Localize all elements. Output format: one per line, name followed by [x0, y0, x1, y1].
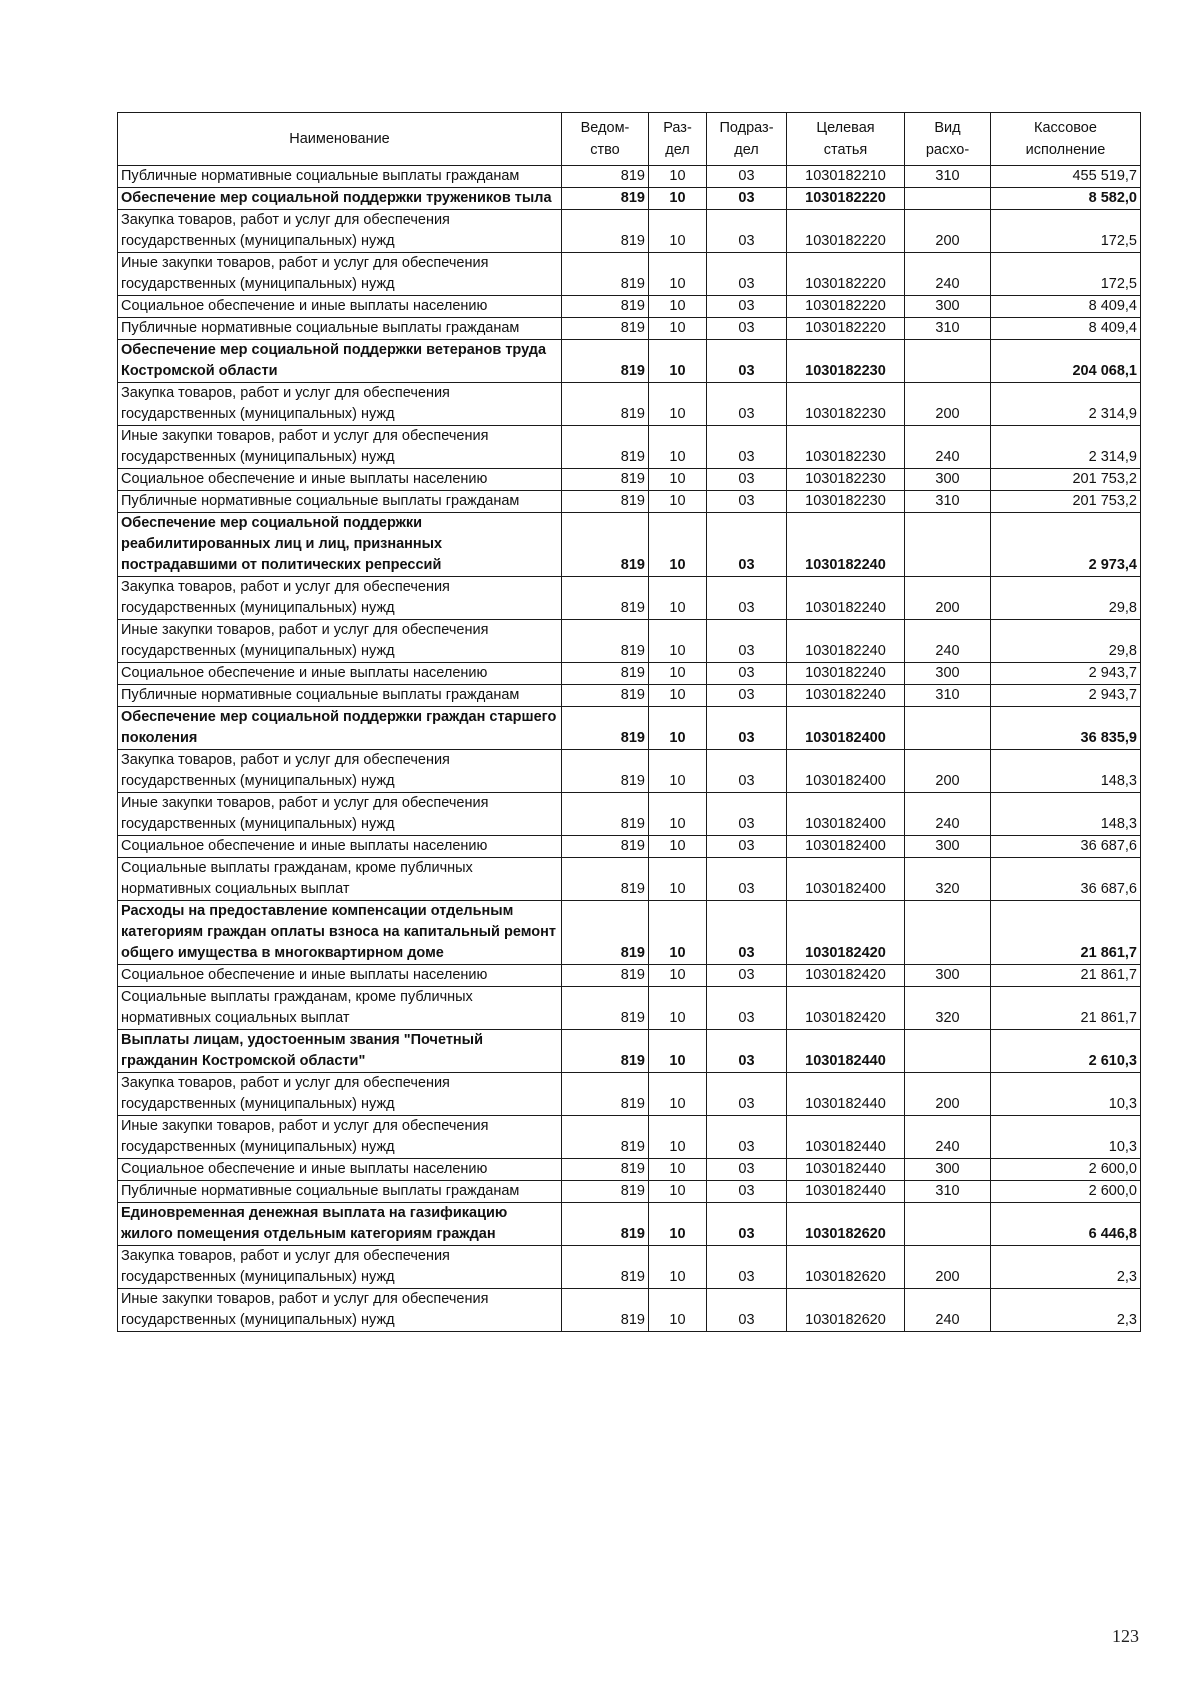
cell-name: Закупка товаров, работ и услуг для обеспечения государственных (муниципальных) нужд [118, 750, 562, 793]
cell-exp-type: 310 [905, 318, 991, 340]
cell-dept: 819 [562, 426, 649, 469]
header-dept [562, 113, 649, 166]
table-row [118, 750, 1141, 793]
cell-target: 1030182400 [787, 750, 905, 793]
cell-name: Публичные нормативные социальные выплаты гражданам [118, 1181, 562, 1203]
table-row [118, 901, 1141, 965]
cell-amount: 2 600,0 [991, 1181, 1141, 1203]
cell-exp-type: 240 [905, 620, 991, 663]
cell-amount: 8 409,4 [991, 318, 1141, 340]
cell-subsection: 03 [707, 620, 787, 663]
cell-name: Публичные нормативные социальные выплаты гражданам [118, 491, 562, 513]
cell-amount: 2 943,7 [991, 663, 1141, 685]
cell-section: 10 [649, 296, 707, 318]
cell-amount: 10,3 [991, 1073, 1141, 1116]
table-row [118, 1181, 1141, 1203]
header-name: Наименование [118, 113, 562, 166]
cell-target: 1030182440 [787, 1116, 905, 1159]
cell-amount: 2 610,3 [991, 1030, 1141, 1073]
cell-subsection: 03 [707, 1289, 787, 1332]
cell-target: 1030182420 [787, 965, 905, 987]
cell-section: 10 [649, 685, 707, 707]
cell-subsection: 03 [707, 793, 787, 836]
table-row [118, 426, 1141, 469]
cell-target: 1030182400 [787, 858, 905, 901]
cell-target: 1030182400 [787, 836, 905, 858]
cell-target: 1030182400 [787, 793, 905, 836]
cell-dept: 819 [562, 340, 649, 383]
cell-subsection: 03 [707, 426, 787, 469]
cell-section: 10 [649, 858, 707, 901]
cell-name: Закупка товаров, работ и услуг для обеспечения государственных (муниципальных) нужд [118, 577, 562, 620]
cell-exp-type: 320 [905, 858, 991, 901]
header-exp-type-line1: Вид [934, 120, 961, 136]
cell-target: 1030182230 [787, 426, 905, 469]
cell-section: 10 [649, 1159, 707, 1181]
cell-dept: 819 [562, 253, 649, 296]
header-dept-line2: ство [590, 142, 620, 158]
cell-amount: 2,3 [991, 1246, 1141, 1289]
cell-amount: 2 943,7 [991, 685, 1141, 707]
cell-target: 1030182420 [787, 987, 905, 1030]
cell-exp-type: 310 [905, 491, 991, 513]
cell-exp-type: 240 [905, 793, 991, 836]
cell-subsection: 03 [707, 1116, 787, 1159]
cell-dept: 819 [562, 707, 649, 750]
table-row [118, 1289, 1141, 1332]
cell-exp-type [905, 188, 991, 210]
table-row [118, 685, 1141, 707]
cell-exp-type [905, 1030, 991, 1073]
cell-exp-type [905, 707, 991, 750]
cell-dept: 819 [562, 836, 649, 858]
cell-subsection: 03 [707, 210, 787, 253]
cell-subsection: 03 [707, 987, 787, 1030]
cell-section: 10 [649, 1203, 707, 1246]
cell-target: 1030182620 [787, 1203, 905, 1246]
cell-dept: 819 [562, 491, 649, 513]
cell-dept: 819 [562, 1246, 649, 1289]
cell-name: Публичные нормативные социальные выплаты гражданам [118, 318, 562, 340]
cell-target: 1030182220 [787, 296, 905, 318]
cell-target: 1030182220 [787, 253, 905, 296]
cell-name: Закупка товаров, работ и услуг для обеспечения государственных (муниципальных) нужд [118, 1246, 562, 1289]
cell-exp-type [905, 1203, 991, 1246]
table-row [118, 987, 1141, 1030]
cell-dept: 819 [562, 383, 649, 426]
cell-name: Публичные нормативные социальные выплаты гражданам [118, 166, 562, 188]
cell-dept: 819 [562, 663, 649, 685]
cell-exp-type: 200 [905, 210, 991, 253]
cell-dept: 819 [562, 793, 649, 836]
cell-exp-type [905, 340, 991, 383]
cell-name: Обеспечение мер социальной поддержки реабилитированных лиц и лиц, признанных пострадавшими от политических репрессий [118, 513, 562, 577]
cell-name: Единовременная денежная выплата на газификацию жилого помещения отдельным категориям граждан [118, 1203, 562, 1246]
cell-section: 10 [649, 1030, 707, 1073]
table-row [118, 965, 1141, 987]
cell-dept: 819 [562, 188, 649, 210]
cell-subsection: 03 [707, 1181, 787, 1203]
cell-name: Социальное обеспечение и иные выплаты населению [118, 1159, 562, 1181]
header-section-line1: Раз- [663, 120, 692, 136]
cell-target: 1030182230 [787, 469, 905, 491]
table-row [118, 620, 1141, 663]
cell-amount: 2 314,9 [991, 383, 1141, 426]
cell-subsection: 03 [707, 965, 787, 987]
table-row [118, 1203, 1141, 1246]
page-number: 123 [1112, 1626, 1139, 1646]
header-section [649, 113, 707, 166]
cell-amount: 455 519,7 [991, 166, 1141, 188]
cell-section: 10 [649, 1289, 707, 1332]
table-row [118, 1159, 1141, 1181]
cell-amount: 29,8 [991, 620, 1141, 663]
cell-amount: 21 861,7 [991, 965, 1141, 987]
header-subsection-line2: дел [734, 142, 759, 158]
cell-name: Социальное обеспечение и иные выплаты населению [118, 469, 562, 491]
cell-section: 10 [649, 901, 707, 965]
table-row [118, 340, 1141, 383]
table-row [118, 513, 1141, 577]
cell-dept: 819 [562, 685, 649, 707]
cell-dept: 819 [562, 1073, 649, 1116]
cell-target: 1030182440 [787, 1030, 905, 1073]
table-row [118, 836, 1141, 858]
cell-amount: 36 835,9 [991, 707, 1141, 750]
cell-dept: 819 [562, 513, 649, 577]
cell-amount: 29,8 [991, 577, 1141, 620]
header-target-line1: Целевая [816, 120, 875, 136]
cell-section: 10 [649, 1181, 707, 1203]
cell-name: Социальное обеспечение и иные выплаты населению [118, 965, 562, 987]
table-row [118, 663, 1141, 685]
cell-target: 1030182220 [787, 188, 905, 210]
cell-subsection: 03 [707, 901, 787, 965]
cell-amount: 2,3 [991, 1289, 1141, 1332]
cell-exp-type: 240 [905, 253, 991, 296]
table-row [118, 577, 1141, 620]
cell-exp-type: 310 [905, 1181, 991, 1203]
cell-dept: 819 [562, 750, 649, 793]
cell-name: Иные закупки товаров, работ и услуг для обеспечения государственных (муниципальных) нужд [118, 620, 562, 663]
cell-subsection: 03 [707, 296, 787, 318]
table-row [118, 858, 1141, 901]
cell-target: 1030182220 [787, 318, 905, 340]
cell-target: 1030182240 [787, 513, 905, 577]
cell-section: 10 [649, 469, 707, 491]
cell-target: 1030182220 [787, 210, 905, 253]
cell-dept: 819 [562, 901, 649, 965]
cell-exp-type [905, 901, 991, 965]
cell-exp-type: 320 [905, 987, 991, 1030]
cell-amount: 204 068,1 [991, 340, 1141, 383]
cell-name: Социальное обеспечение и иные выплаты населению [118, 663, 562, 685]
cell-subsection: 03 [707, 318, 787, 340]
cell-section: 10 [649, 188, 707, 210]
cell-dept: 819 [562, 166, 649, 188]
cell-name: Обеспечение мер социальной поддержки тружеников тыла [118, 188, 562, 210]
cell-dept: 819 [562, 1181, 649, 1203]
cell-name: Закупка товаров, работ и услуг для обеспечения государственных (муниципальных) нужд [118, 383, 562, 426]
cell-subsection: 03 [707, 1246, 787, 1289]
table-row [118, 166, 1141, 188]
table-header-row [118, 113, 1141, 166]
cell-amount: 2 600,0 [991, 1159, 1141, 1181]
cell-section: 10 [649, 383, 707, 426]
cell-exp-type: 310 [905, 166, 991, 188]
cell-name: Публичные нормативные социальные выплаты гражданам [118, 685, 562, 707]
cell-name: Иные закупки товаров, работ и услуг для обеспечения государственных (муниципальных) нужд [118, 793, 562, 836]
cell-name: Расходы на предоставление компенсации отдельным категориям граждан оплаты взноса на капитальный ремонт общего имущества в многоквартирном доме [118, 901, 562, 965]
table-row [118, 793, 1141, 836]
cell-dept: 819 [562, 296, 649, 318]
cell-dept: 819 [562, 210, 649, 253]
cell-section: 10 [649, 1073, 707, 1116]
cell-section: 10 [649, 210, 707, 253]
cell-exp-type: 300 [905, 296, 991, 318]
cell-exp-type: 200 [905, 577, 991, 620]
header-amount [991, 113, 1141, 166]
cell-subsection: 03 [707, 166, 787, 188]
cell-target: 1030182620 [787, 1246, 905, 1289]
table-row [118, 707, 1141, 750]
cell-section: 10 [649, 318, 707, 340]
budget-table [117, 112, 1141, 1332]
table-body [118, 166, 1141, 1332]
cell-amount: 201 753,2 [991, 491, 1141, 513]
header-amount-line2: исполнение [1025, 142, 1106, 158]
cell-exp-type: 240 [905, 1116, 991, 1159]
header-amount-line1: Кассовое [1034, 120, 1097, 136]
header-exp-type-line2: расхо- [925, 142, 970, 158]
cell-name: Социальное обеспечение и иные выплаты населению [118, 296, 562, 318]
cell-dept: 819 [562, 858, 649, 901]
cell-amount: 172,5 [991, 210, 1141, 253]
cell-section: 10 [649, 577, 707, 620]
cell-amount: 8 409,4 [991, 296, 1141, 318]
table-row [118, 383, 1141, 426]
header-target [787, 113, 905, 166]
cell-dept: 819 [562, 577, 649, 620]
cell-name: Социальное обеспечение и иные выплаты населению [118, 836, 562, 858]
cell-exp-type: 200 [905, 1073, 991, 1116]
cell-target: 1030182240 [787, 685, 905, 707]
cell-dept: 819 [562, 965, 649, 987]
cell-section: 10 [649, 987, 707, 1030]
cell-name: Социальные выплаты гражданам, кроме публичных нормативных социальных выплат [118, 858, 562, 901]
cell-name: Выплаты лицам, удостоенным звания "Почетный гражданин Костромской области" [118, 1030, 562, 1073]
cell-subsection: 03 [707, 383, 787, 426]
cell-section: 10 [649, 513, 707, 577]
cell-section: 10 [649, 750, 707, 793]
table-row [118, 491, 1141, 513]
cell-exp-type: 200 [905, 750, 991, 793]
cell-exp-type: 300 [905, 1159, 991, 1181]
cell-amount: 2 314,9 [991, 426, 1141, 469]
header-exp-type [905, 113, 991, 166]
cell-target: 1030182230 [787, 383, 905, 426]
cell-name: Иные закупки товаров, работ и услуг для обеспечения государственных (муниципальных) нужд [118, 1289, 562, 1332]
cell-target: 1030182440 [787, 1159, 905, 1181]
table-row [118, 469, 1141, 491]
cell-subsection: 03 [707, 1073, 787, 1116]
cell-name: Иные закупки товаров, работ и услуг для обеспечения государственных (муниципальных) нужд [118, 253, 562, 296]
cell-section: 10 [649, 793, 707, 836]
cell-amount: 148,3 [991, 793, 1141, 836]
cell-name: Обеспечение мер социальной поддержки граждан старшего поколения [118, 707, 562, 750]
cell-exp-type: 300 [905, 469, 991, 491]
table-row [118, 210, 1141, 253]
cell-amount: 201 753,2 [991, 469, 1141, 491]
header-dept-line1: Ведом- [580, 120, 630, 136]
cell-subsection: 03 [707, 685, 787, 707]
header-target-line2: статья [823, 142, 868, 158]
cell-section: 10 [649, 253, 707, 296]
cell-amount: 172,5 [991, 253, 1141, 296]
cell-amount: 36 687,6 [991, 836, 1141, 858]
cell-section: 10 [649, 1116, 707, 1159]
cell-exp-type: 300 [905, 836, 991, 858]
cell-target: 1030182240 [787, 620, 905, 663]
cell-subsection: 03 [707, 340, 787, 383]
cell-amount: 21 861,7 [991, 901, 1141, 965]
cell-dept: 819 [562, 469, 649, 491]
cell-target: 1030182230 [787, 491, 905, 513]
cell-target: 1030182400 [787, 707, 905, 750]
cell-section: 10 [649, 707, 707, 750]
cell-subsection: 03 [707, 707, 787, 750]
cell-amount: 6 446,8 [991, 1203, 1141, 1246]
cell-subsection: 03 [707, 1030, 787, 1073]
cell-amount: 36 687,6 [991, 858, 1141, 901]
table-row [118, 1030, 1141, 1073]
cell-exp-type [905, 513, 991, 577]
cell-section: 10 [649, 1246, 707, 1289]
cell-target: 1030182240 [787, 577, 905, 620]
cell-amount: 8 582,0 [991, 188, 1141, 210]
cell-dept: 819 [562, 987, 649, 1030]
cell-target: 1030182230 [787, 340, 905, 383]
cell-subsection: 03 [707, 188, 787, 210]
cell-target: 1030182440 [787, 1073, 905, 1116]
cell-amount: 21 861,7 [991, 987, 1141, 1030]
cell-dept: 819 [562, 1116, 649, 1159]
cell-exp-type: 240 [905, 426, 991, 469]
cell-section: 10 [649, 965, 707, 987]
cell-name: Закупка товаров, работ и услуг для обеспечения государственных (муниципальных) нужд [118, 210, 562, 253]
cell-exp-type: 300 [905, 663, 991, 685]
cell-dept: 819 [562, 1203, 649, 1246]
cell-exp-type: 240 [905, 1289, 991, 1332]
cell-section: 10 [649, 620, 707, 663]
cell-dept: 819 [562, 318, 649, 340]
cell-section: 10 [649, 663, 707, 685]
cell-subsection: 03 [707, 858, 787, 901]
cell-section: 10 [649, 340, 707, 383]
cell-section: 10 [649, 491, 707, 513]
cell-name: Закупка товаров, работ и услуг для обеспечения государственных (муниципальных) нужд [118, 1073, 562, 1116]
table-row [118, 253, 1141, 296]
cell-exp-type: 200 [905, 1246, 991, 1289]
table-row [118, 318, 1141, 340]
cell-subsection: 03 [707, 1159, 787, 1181]
cell-section: 10 [649, 836, 707, 858]
cell-dept: 819 [562, 620, 649, 663]
header-subsection-line1: Подраз- [719, 120, 774, 136]
cell-amount: 10,3 [991, 1116, 1141, 1159]
cell-dept: 819 [562, 1030, 649, 1073]
cell-dept: 819 [562, 1159, 649, 1181]
cell-subsection: 03 [707, 750, 787, 793]
table-row [118, 1073, 1141, 1116]
cell-target: 1030182620 [787, 1289, 905, 1332]
cell-subsection: 03 [707, 469, 787, 491]
cell-name: Социальные выплаты гражданам, кроме публичных нормативных социальных выплат [118, 987, 562, 1030]
cell-section: 10 [649, 426, 707, 469]
cell-subsection: 03 [707, 663, 787, 685]
cell-section: 10 [649, 166, 707, 188]
header-section-line2: дел [665, 142, 690, 158]
cell-target: 1030182420 [787, 901, 905, 965]
cell-name: Иные закупки товаров, работ и услуг для обеспечения государственных (муниципальных) нужд [118, 1116, 562, 1159]
table-row [118, 188, 1141, 210]
cell-subsection: 03 [707, 577, 787, 620]
cell-subsection: 03 [707, 513, 787, 577]
cell-amount: 2 973,4 [991, 513, 1141, 577]
table-row [118, 1116, 1141, 1159]
cell-amount: 148,3 [991, 750, 1141, 793]
cell-name: Обеспечение мер социальной поддержки ветеранов труда Костромской области [118, 340, 562, 383]
cell-dept: 819 [562, 1289, 649, 1332]
cell-subsection: 03 [707, 253, 787, 296]
cell-name: Иные закупки товаров, работ и услуг для обеспечения государственных (муниципальных) нужд [118, 426, 562, 469]
table-row [118, 1246, 1141, 1289]
cell-target: 1030182240 [787, 663, 905, 685]
cell-subsection: 03 [707, 491, 787, 513]
table-row [118, 296, 1141, 318]
cell-exp-type: 300 [905, 965, 991, 987]
cell-exp-type: 310 [905, 685, 991, 707]
cell-target: 1030182440 [787, 1181, 905, 1203]
cell-subsection: 03 [707, 836, 787, 858]
header-subsection [707, 113, 787, 166]
cell-subsection: 03 [707, 1203, 787, 1246]
cell-target: 1030182210 [787, 166, 905, 188]
cell-exp-type: 200 [905, 383, 991, 426]
